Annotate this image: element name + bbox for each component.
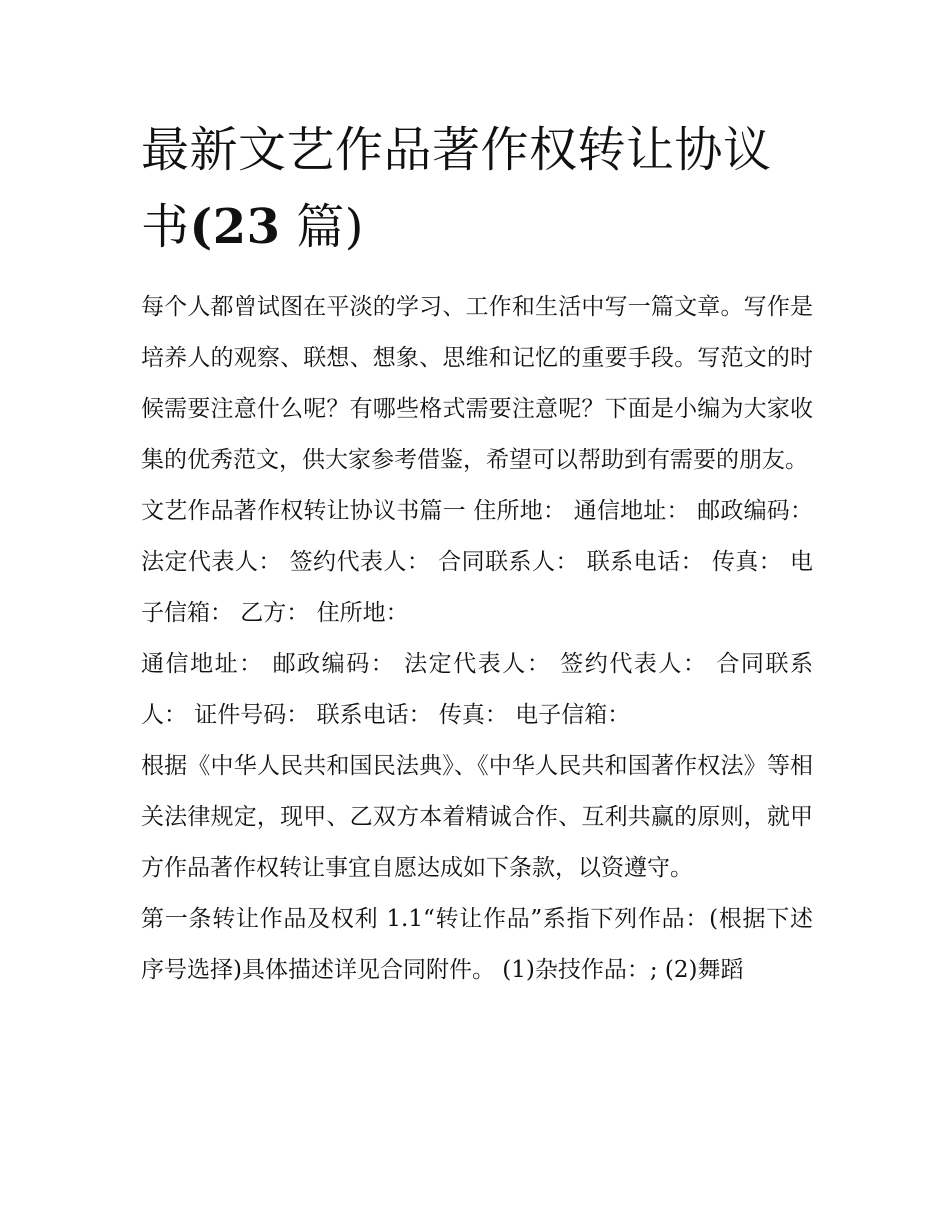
title-count: (23	[189, 199, 281, 255]
title-suffix: 篇)	[296, 199, 365, 255]
legal-basis-paragraph: 根据《中华人民共和国民法典》、《中华人民共和国著作权法》等相关法律规定，现甲、乙双方本着精诚合作、互利共赢的原则，就甲方作品著作权转让事宜自愿达成如下条款，以资遵守。	[141, 753, 813, 881]
title-main: 最新文艺作品著作权转让协议书	[141, 122, 772, 255]
document-title	[141, 112, 813, 266]
document-page	[141, 112, 813, 996]
document-body	[141, 282, 813, 996]
party-a-info-paragraph: 文艺作品著作权转让协议书篇一 住所地： 通信地址： 邮政编码： 法定代表人： 签约代表人： 合同联系人： 联系电话： 传真： 电子信箱： 乙方： 住所地：	[141, 498, 813, 626]
intro-paragraph: 每个人都曾试图在平淡的学习、工作和生活中写一篇文章。写作是培养人的观察、联想、想象、思维和记忆的重要手段。写范文的时候需要注意什么呢？有哪些格式需要注意呢？下面是小编为大家收集的优秀范文，供大家参考借鉴，希望可以帮助到有需要的朋友。	[141, 294, 813, 473]
article-one-paragraph: 第一条转让作品及权利 1.1“转让作品”系指下列作品：(根据下述序号选择)具体描述详见合同附件。 (1)杂技作品：; (2)舞蹈	[141, 906, 813, 983]
party-b-info-paragraph: 通信地址： 邮政编码： 法定代表人： 签约代表人： 合同联系人： 证件号码： 联系电话： 传真： 电子信箱：	[141, 651, 813, 728]
